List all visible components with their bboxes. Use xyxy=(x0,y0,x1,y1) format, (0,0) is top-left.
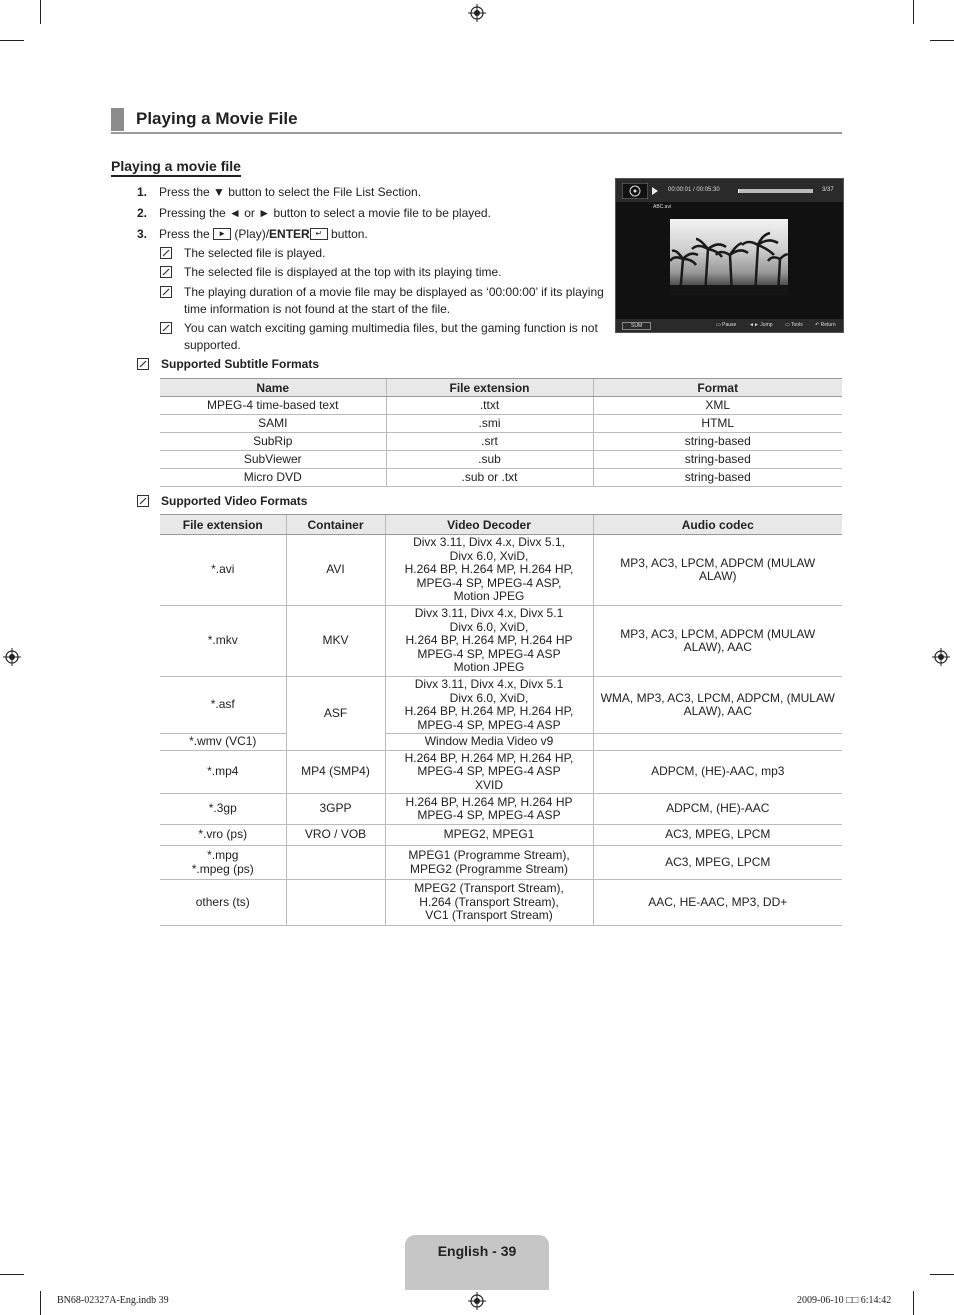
table-row xyxy=(160,825,842,846)
table-row xyxy=(160,433,842,451)
table-cell xyxy=(593,846,842,880)
note-icon xyxy=(137,358,149,370)
step-text: button. xyxy=(327,227,368,241)
cell-line: MP3, AC3, LPCM, ADPCM (MULAW xyxy=(620,555,816,570)
cell-line: Divx 6.0, XviD, xyxy=(449,548,529,563)
registration-mark-left-icon xyxy=(3,648,21,666)
cell-text: 3GPP xyxy=(319,801,352,816)
cell-line: MPEG2, MPEG1 xyxy=(443,827,535,842)
column-header: File extension xyxy=(160,515,286,535)
cell-line: Divx 3.11, Divx 4.x, Divx 5.1 xyxy=(414,677,564,691)
table-cell xyxy=(593,794,842,825)
cell-line: VC1 (Transport Stream) xyxy=(425,908,553,923)
cell-line: MPEG-4 SP, MPEG-4 ASP xyxy=(417,764,561,779)
table-cell xyxy=(160,846,286,880)
table-cell: string-based xyxy=(593,469,842,487)
table-cell: Micro DVD xyxy=(160,469,386,487)
palm-silhouette-image xyxy=(670,219,788,295)
cell-line: ALAW), AAC xyxy=(683,640,752,654)
table-cell xyxy=(385,880,593,926)
table-cell xyxy=(160,606,286,677)
column-header: Name xyxy=(160,379,386,397)
table-cell xyxy=(160,535,286,606)
registration-mark-top-icon xyxy=(468,4,486,22)
cell-text: *.avi xyxy=(211,562,235,577)
cell-text: *.mp4 xyxy=(207,764,239,779)
table-cell xyxy=(286,606,385,677)
step-text: Pressing the ◄ or ► button to select a movie file to be played. xyxy=(159,206,491,220)
cell-line: AC3, MPEG, LPCM xyxy=(665,827,771,842)
footer-timestamp: 2009-06-10 □□ 6:14:42 xyxy=(797,1295,892,1306)
column-header: File extension xyxy=(386,379,593,397)
table-cell xyxy=(385,794,593,825)
note-3 xyxy=(160,284,610,318)
note-text: The selected file is played. xyxy=(184,246,326,260)
cell-line: ALAW) xyxy=(698,569,737,583)
step-number: 2. xyxy=(137,206,148,220)
enter-icon: ↵ xyxy=(310,228,328,240)
cell-line: WMA, MP3, AC3, LPCM, ADPCM, (MULAW xyxy=(600,690,835,705)
note-4 xyxy=(160,320,610,354)
cell-line: H.264 BP, H.264 MP, H.264 HP, xyxy=(404,704,574,718)
table-cell xyxy=(593,751,842,794)
table-cell xyxy=(286,825,385,846)
video-formats-table xyxy=(160,514,842,926)
table-row xyxy=(160,606,842,677)
cell-line: Divx 6.0, XviD, xyxy=(449,619,529,634)
player-top-bar xyxy=(616,179,843,202)
progress-fill xyxy=(738,189,739,193)
subtitle-formats-heading xyxy=(137,356,437,373)
note-icon xyxy=(137,495,149,507)
cell-line: ALAW), AAC xyxy=(683,704,752,718)
registration-mark-bottom-icon xyxy=(468,1292,486,1310)
table-cell xyxy=(385,846,593,880)
control-label: Jump xyxy=(760,322,773,328)
cell-text: *.3gp xyxy=(208,801,237,816)
cell-line: Motion JPEG xyxy=(453,589,525,604)
cell-line: MPEG-4 SP, MPEG-4 ASP xyxy=(417,646,561,661)
table-cell xyxy=(160,677,286,734)
cell-line: MPEG2 (Programme Stream) xyxy=(409,861,569,876)
registration-mark-right-icon xyxy=(932,648,950,666)
cell-text: MKV xyxy=(322,633,349,648)
table-cell: string-based xyxy=(593,433,842,451)
cell-text: others (ts) xyxy=(195,894,250,909)
table-row xyxy=(160,846,842,880)
table-cell: HTML xyxy=(593,415,842,433)
table-cell xyxy=(593,880,842,926)
note-icon xyxy=(160,322,172,334)
cell-line: Divx 3.11, Divx 4.x, Divx 5.1, xyxy=(413,535,565,550)
note-icon xyxy=(160,266,172,278)
cell-text: *.asf xyxy=(210,697,235,712)
enter-label: ENTER xyxy=(269,227,310,241)
table-row xyxy=(160,794,842,825)
footer-file-info: BN68-02327A-Eng.indb 39 xyxy=(57,1295,169,1306)
step-text: Press the xyxy=(159,185,214,199)
table-cell: SubViewer xyxy=(160,451,386,469)
progress-bar xyxy=(738,189,813,193)
table-cell xyxy=(286,535,385,606)
table-cell xyxy=(593,734,842,751)
cell-line: H.264 BP, H.264 MP, H.264 HP xyxy=(405,794,573,809)
video-formats-heading xyxy=(137,493,437,510)
control-label: Tools xyxy=(791,322,803,328)
cell-text: AVI xyxy=(326,562,345,577)
control-label: Pause xyxy=(722,322,737,328)
note-icon xyxy=(160,286,172,298)
cell-line: MPEG-4 SP, MPEG-4 ASP xyxy=(417,808,561,822)
cell-line: AC3, MPEG, LPCM xyxy=(665,854,771,869)
table-cell xyxy=(286,846,385,880)
down-arrow-icon: ▼ xyxy=(213,185,225,199)
cell-line: Divx 6.0, XviD, xyxy=(449,690,529,705)
column-header: Container xyxy=(286,515,385,535)
step-1 xyxy=(137,185,421,199)
cell-line: MPEG2 (Transport Stream), xyxy=(414,881,564,896)
table-row xyxy=(160,415,842,433)
column-header: Video Decoder xyxy=(385,515,593,535)
page-number: English - 39 xyxy=(437,1243,517,1259)
cell-line: MPEG-4 SP, MPEG-4 ASP, xyxy=(416,575,562,590)
table-cell xyxy=(385,677,593,734)
table-cell: XML xyxy=(593,397,842,415)
cell-line: MPEG1 (Programme Stream), xyxy=(408,848,570,862)
cell-line: MP3, AC3, LPCM, ADPCM (MULAW xyxy=(620,626,816,641)
step-number: 1. xyxy=(137,185,148,199)
table-cell: MPEG-4 time-based text xyxy=(160,397,386,415)
playback-time: 00:00:01 / 00:05:30 xyxy=(668,187,720,193)
table-cell xyxy=(385,535,593,606)
step-text: Press the xyxy=(159,227,214,241)
table-cell xyxy=(593,606,842,677)
table-row xyxy=(160,451,842,469)
cell-text: MP4 (SMP4) xyxy=(301,764,370,779)
table-cell xyxy=(160,880,286,926)
section-bar xyxy=(111,108,124,131)
cell-text: *.mkv xyxy=(207,633,238,648)
note-text: You can watch exciting gaming multimedia files, but the gaming function is not supported. xyxy=(184,321,598,352)
subtitle-formats-table xyxy=(160,378,842,487)
table-cell xyxy=(286,677,385,751)
cell-line: Motion JPEG xyxy=(453,660,525,675)
note-text: The playing duration of a movie file may be displayed as ‘00:00:00’ if its playing time information is not found at the start of the file. xyxy=(184,285,604,316)
file-counter: 3/37 xyxy=(822,187,834,193)
table-cell: .ttxt xyxy=(386,397,593,415)
table-cell: .srt xyxy=(386,433,593,451)
control-pause: ▭ Pause xyxy=(716,322,737,328)
table-cell xyxy=(385,734,593,751)
column-header: Format xyxy=(593,379,842,397)
section-title: Playing a Movie File xyxy=(136,109,298,128)
sum-label: SUM xyxy=(622,322,651,330)
control-jump: ◄► Jump xyxy=(749,322,773,328)
table-header-row xyxy=(160,515,842,535)
table-cell xyxy=(286,794,385,825)
palm-trees-thumbnail xyxy=(670,219,788,295)
table-row xyxy=(160,734,842,751)
cell-line: Divx 3.11, Divx 4.x, Divx 5.1 xyxy=(414,606,564,621)
table-cell: string-based xyxy=(593,451,842,469)
subsection-title: Playing a movie file xyxy=(111,158,241,177)
table-cell xyxy=(593,677,842,734)
column-header: Audio codec xyxy=(593,515,842,535)
section-header xyxy=(111,108,842,134)
note-1 xyxy=(160,245,610,262)
cell-line: MPEG-4 SP, MPEG-4 ASP xyxy=(417,717,561,732)
step-2 xyxy=(137,206,491,220)
cell-line: AAC, HE-AAC, MP3, DD+ xyxy=(648,894,788,909)
table-cell xyxy=(286,751,385,794)
table-cell: .sub or .txt xyxy=(386,469,593,487)
table-row xyxy=(160,469,842,487)
file-name: ABC.avi xyxy=(653,204,672,210)
cell-line: H.264 BP, H.264 MP, H.264 HP, xyxy=(404,562,574,577)
table-row xyxy=(160,535,842,606)
table-cell xyxy=(160,794,286,825)
note-icon xyxy=(160,247,172,259)
table-cell xyxy=(385,751,593,794)
table-cell: .smi xyxy=(386,415,593,433)
play-icon xyxy=(652,187,658,195)
play-button-icon: ► xyxy=(213,228,231,240)
table-cell: .sub xyxy=(386,451,593,469)
control-tools: ▭ Tools xyxy=(785,322,803,328)
table-cell xyxy=(160,734,286,751)
step-number: 3. xyxy=(137,227,148,241)
table-row xyxy=(160,677,842,734)
cell-text: *.mpg *.mpeg (ps) xyxy=(191,848,254,876)
cell-line: H.264 BP, H.264 MP, H.264 HP xyxy=(405,633,573,648)
movie-reel-icon xyxy=(622,183,648,199)
page-number-tab xyxy=(405,1235,549,1290)
step-text: (Play)/ xyxy=(231,227,270,241)
table-cell xyxy=(593,535,842,606)
table-cell xyxy=(160,751,286,794)
cell-line: XVID xyxy=(474,777,503,792)
table-cell xyxy=(593,825,842,846)
cell-line: H.264 (Transport Stream), xyxy=(419,894,559,909)
control-return: ↶ Return xyxy=(815,322,836,328)
cell-text: *.vro (ps) xyxy=(198,827,248,842)
cell-line: ADPCM, (HE)-AAC, mp3 xyxy=(651,764,785,779)
cell-text: VRO / VOB xyxy=(304,827,367,842)
note-2 xyxy=(160,264,610,281)
heading-text: Supported Subtitle Formats xyxy=(161,357,320,371)
table-cell xyxy=(160,825,286,846)
table-cell: SubRip xyxy=(160,433,386,451)
player-bottom-bar xyxy=(616,319,843,332)
control-label: Return xyxy=(820,322,836,328)
table-row xyxy=(160,751,842,794)
table-cell xyxy=(385,606,593,677)
table-header-row xyxy=(160,379,842,397)
table-row xyxy=(160,397,842,415)
cell-line: ADPCM, (HE)-AAC xyxy=(666,801,770,816)
cell-line: Window Media Video v9 xyxy=(424,734,554,749)
cell-line: H.264 BP, H.264 MP, H.264 HP, xyxy=(404,750,574,765)
heading-text: Supported Video Formats xyxy=(161,494,308,508)
table-cell xyxy=(286,880,385,926)
step-3 xyxy=(137,227,368,241)
table-cell: SAMI xyxy=(160,415,386,433)
table-row xyxy=(160,880,842,926)
movie-player-screenshot xyxy=(615,178,844,333)
table-cell xyxy=(385,825,593,846)
note-text: The selected file is displayed at the top with its playing time. xyxy=(184,265,502,279)
step-text: button to select the File List Section. xyxy=(224,185,422,199)
cell-text: *.wmv (VC1) xyxy=(189,734,257,749)
cell-text: ASF xyxy=(323,705,348,720)
